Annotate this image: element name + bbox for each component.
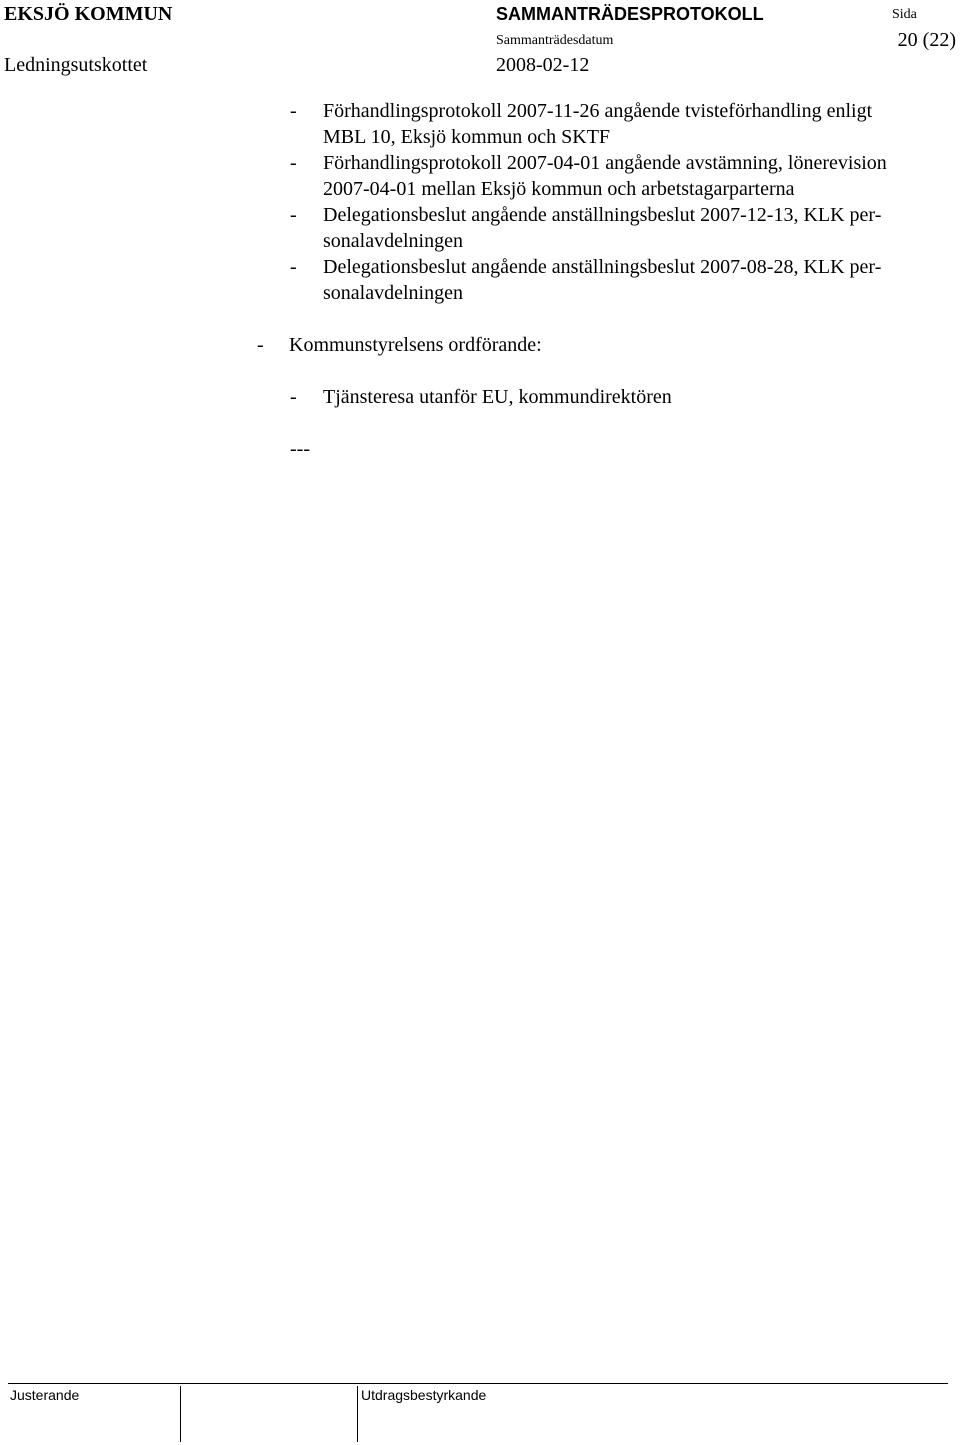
list-item-line: sonalavdelningen xyxy=(323,282,463,304)
list-item-line: Tjänsteresa utanför EU, kommundirektören xyxy=(323,386,672,408)
meeting-date-label: Sammanträdesdatum xyxy=(496,33,614,48)
list-item-line: Förhandlingsprotokoll 2007-04-01 angående avstämning, lönerevision xyxy=(323,152,887,174)
list-dash: - xyxy=(290,100,297,122)
organization-name: EKSJÖ KOMMUN xyxy=(4,3,173,25)
list-dash: - xyxy=(290,256,297,278)
list-item-line: sonalavdelningen xyxy=(323,230,463,252)
footer-column-divider xyxy=(357,1386,358,1442)
page-number: 20 (22) xyxy=(897,29,956,51)
list-item-line: Delegationsbeslut angående anställningsbeslut 2007-12-13, KLK per- xyxy=(323,204,882,226)
list-item-line: Delegationsbeslut angående anställningsbeslut 2007-08-28, KLK per- xyxy=(323,256,882,278)
document-title: SAMMANTRÄDESPROTOKOLL xyxy=(496,4,764,24)
footer-divider xyxy=(8,1383,948,1384)
list-item-line: Förhandlingsprotokoll 2007-11-26 angående tvisteförhandling enligt xyxy=(323,100,873,122)
list-dash: - xyxy=(290,204,297,226)
justerande-label: Justerande xyxy=(10,1387,80,1403)
list-item-line: 2007-04-01 mellan Eksjö kommun och arbetstagarparterna xyxy=(323,178,795,200)
section-label: Kommunstyrelsens ordförande: xyxy=(289,334,542,356)
committee-name: Ledningsutskottet xyxy=(4,54,148,76)
list-dash: - xyxy=(257,334,264,356)
meeting-date: 2008-02-12 xyxy=(496,54,590,76)
end-mark: --- xyxy=(290,438,310,460)
list-dash: - xyxy=(290,152,297,174)
utdragsbestyrkande-label: Utdragsbestyrkande xyxy=(361,1387,487,1403)
footer-column-divider xyxy=(180,1386,181,1442)
list-dash: - xyxy=(290,386,297,408)
page-label: Sida xyxy=(892,7,917,22)
list-item-line: MBL 10, Eksjö kommun och SKTF xyxy=(323,126,611,148)
